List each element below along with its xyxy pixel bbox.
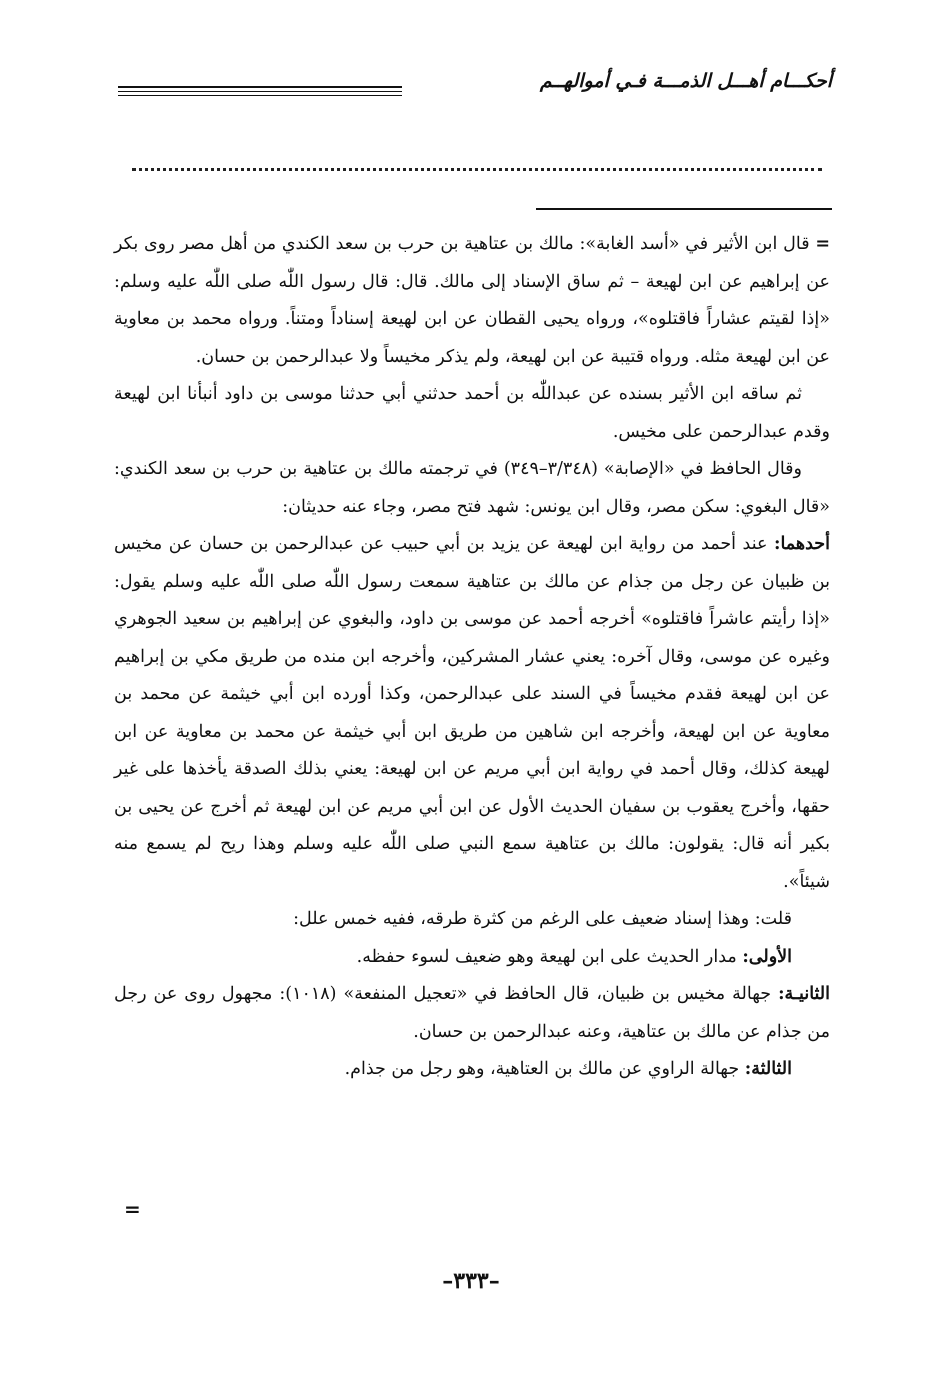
paragraph-4	[114, 526, 830, 901]
continuation-mark: =	[815, 234, 830, 254]
paragraph-6-lead: الأولى:	[742, 946, 792, 967]
continues-mark: =	[124, 1197, 141, 1221]
paragraph-6-text: مدار الحديث على ابن لهيعة وهو ضعيف لسوء حفظه.	[356, 946, 743, 967]
header-rule	[118, 86, 402, 92]
paragraph-3: وقال الحافظ في «الإصابة» (٣/٣٤٨–٣٤٩) في ترجمته مالك بن عتاهية بن حرب بن سعد الكندي: «قال البغوي: سكن مصر، وقال ابن يونس: شهد فتح مصر، وجاء عنه حديثان:	[114, 459, 830, 517]
paragraph-8-text: جهالة الراوي عن مالك بن العتاهية، وهو رجل من جذام.	[344, 1059, 745, 1079]
dotted-separator	[132, 158, 822, 171]
paragraph-7-text: جهالة مخيس بن ظبيان، قال الحافظ في «تعجيل المنفعة» (١٠١٨): مجهول روى عن رجل من جذام عن مالك بن عتاهية، وعنه عبدالرحمن بن حسان.	[114, 984, 830, 1042]
paragraph-7-lead: الثانيـة:	[778, 984, 831, 1004]
paragraph-2: ثم ساقه ابن الأثير بسنده عن عبداللّٰه بن أحمد حدثني أبي حدثنا موسى بن داود أنبأنا ابن لهيعة وقدم عبدالرحمن على مخيس.	[114, 384, 830, 442]
paragraph-4-lead: أحدهما:	[773, 534, 830, 554]
paragraph-5: قلت: وهذا إسناد ضعيف على الرغم من كثرة طرقه، ففيه خمس علل:	[293, 909, 792, 929]
paragraph-8-lead: الثالثة:	[744, 1059, 792, 1079]
paragraph-6	[114, 939, 830, 977]
page-number: –٣٣٣–	[442, 1268, 500, 1294]
main-text	[114, 226, 830, 1089]
running-title: أحكـــام أهـــل الذمـــة فـي أموالهــم	[539, 70, 832, 92]
paragraph-8	[114, 1051, 830, 1089]
paragraph-1	[114, 226, 830, 376]
paragraph-1-text: قال ابن الأثير في «أسد الغابة»: مالك بن عتاهية بن حرب بن سعد الكندي من أهل مصر روى بكر عن إبراهيم عن ابن لهيعة – ثم ساق الإسناد إلى مالك. قال: قال رسول اللّٰه صلى اللّٰه عليه وسلم: «إذا لقيتم عشاراً فاقتلوه»، ورواه يحيى القطان عن ابن لهيعة إسناداً ومتناً. ورواه محمد بن معاوية عن ابن لهيعة مثله. ورواه قتيبة عن ابن لهيعة، ولم يذكر مخيساً ولا عبدالرحمن بن حسان.	[114, 234, 830, 367]
running-header	[118, 70, 832, 110]
paragraph-7	[114, 976, 830, 1051]
footnote-rule	[536, 208, 832, 210]
paragraph-4-text: عند أحمد من رواية ابن لهيعة عن يزيد بن أبي حبيب عن عبدالرحمن بن حسان عن مخيس بن ظبيان عن رجل من جذام عن مالك بن عتاهية سمعت رسول اللّٰه صلى اللّٰه عليه وسلم يقول: «إذا رأيتم عاشراً فاقتلوه» أخرجه أحمد عن موسى بن داود، والبغوي عن إبراهيم بن سعيد الجوهري وغيره عن موسى، وقال آخره: يعني عشار المشركين، وأخرجه ابن منده من طريق مكي بن إبراهيم عن ابن لهيعة فقدم مخيساً في السند على عبدالرحمن، وكذا أورده ابن أبي خيثمة عن محمد بن معاوية عن ابن لهيعة، وأخرجه ابن شاهين من طريق ابن أبي خيثمة عن محمد بن معاوية عن ابن لهيعة كذلك، وقال أحمد في رواية ابن أبي مريم عن ابن لهيعة: يعني بذلك الصدقة يأخذها على غير حقها، وأخرج يعقوب بن سفيان الحديث الأول عن ابن أبي مريم عن ابن لهيعة ثم أخرج عن يحيى بن بكير أنه قال: يقولون: مالك بن عتاهية سمع النبي صلى اللّٰه عليه وسلم وهذا ريح لم يسمع منه شيئاً».	[114, 534, 830, 892]
